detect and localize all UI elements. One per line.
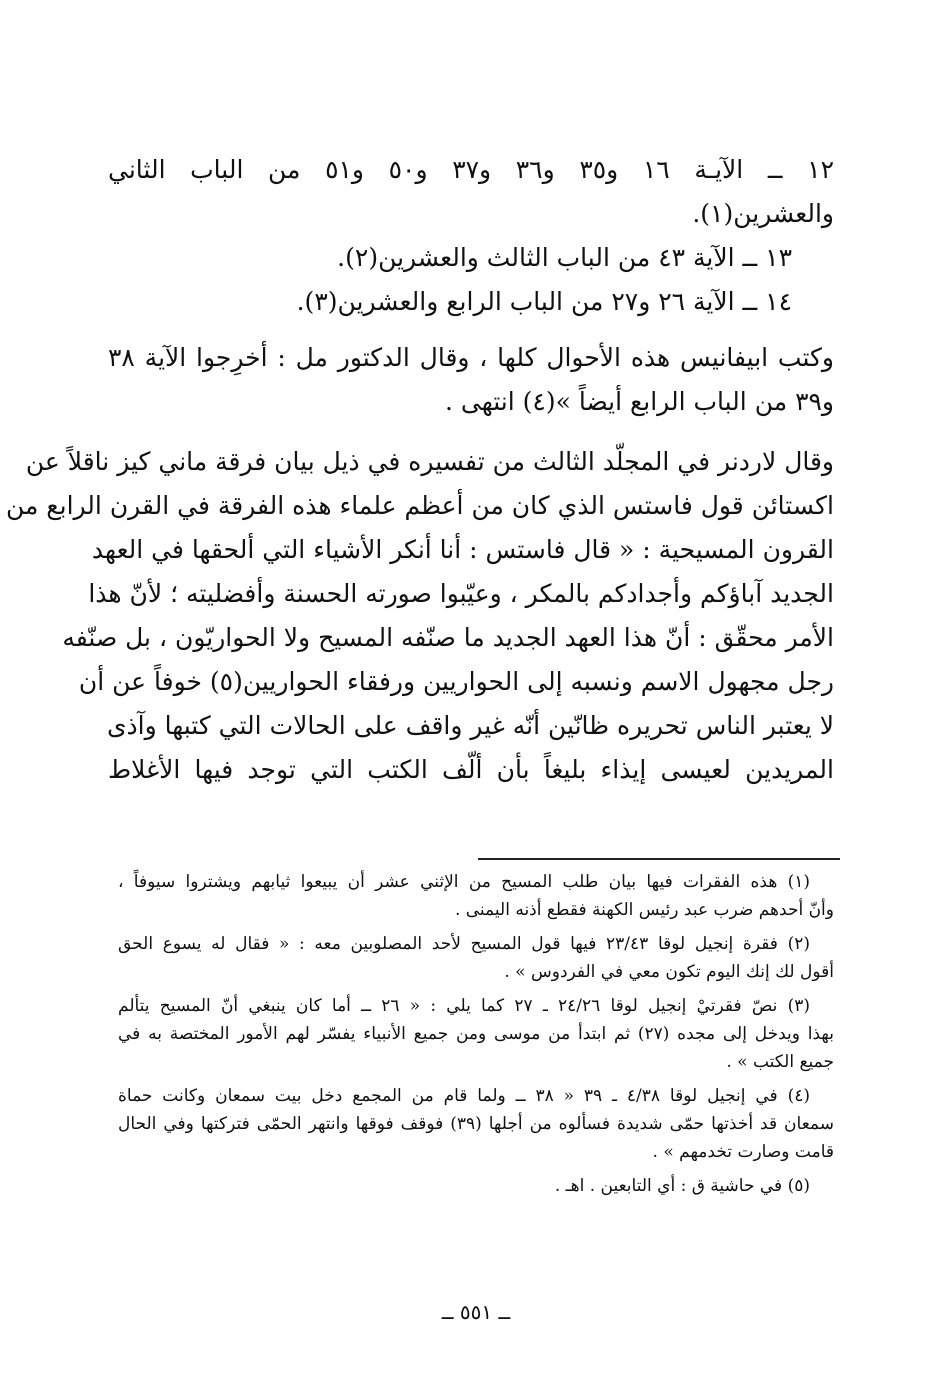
footnote-line: (١) هذه الفقرات فيها بيان طلب المسيح من الإثني عشر أن يبيعوا ثيابهم ويشتروا سيوفاً ، — [118, 872, 810, 892]
footnote-line: (٥) في حاشية ق : أي التابعين . اهـ . — [554, 1176, 810, 1196]
footnote-line: سمعان قد أخذتها حمّى شديدة فسألوه من أجلها (٣٩) فوقف فوقها وانتهر الحمّى فتركتها وفي الحال — [118, 1114, 834, 1134]
footnote-line: أقول لك إنك اليوم تكون معي في الفردوس » . — [504, 962, 834, 982]
footnote-line: بهذا ويدخل إلى مجده (٢٧) ثم ابتدأ من موسى ومن جميع الأنبياء يفسّر لهم الأمور المختصة به في — [118, 1024, 834, 1044]
footnote-4 — [118, 1082, 834, 1166]
page-number: ــ ٥٥١ ــ — [441, 1300, 511, 1324]
text-line: اكستائن قول فاستس الذي كان من أعظم علماء هذه الفرقة في القرن الرابع من — [5, 491, 834, 520]
footnote-1 — [118, 868, 834, 924]
text-line: رجل مجهول الاسم ونسبه إلى الحواريين ورفقاء الحواريين(٥) خوفاً عن أن — [78, 667, 834, 696]
text-line: المريدين لعيسى إيذاء بليغاً بأن ألّف الكتب التي توجد فيها الأغلاط — [108, 755, 834, 784]
footnote-separator — [478, 858, 840, 860]
text-line: ١٤ ــ الآية ٢٦ و٢٧ من الباب الرابع والعشرين(٣). — [296, 287, 792, 316]
footnote-line: (٣) نصّ فقرتيْ إنجيل لوقا ٢٤/٢٦ ـ ٢٧ كما يلي : « ٢٦ ــ أما كان ينبغي أنّ المسيح يتألم — [118, 996, 810, 1016]
text-line: ١٣ ــ الآية ٤٣ من الباب الثالث والعشرين(٢). — [337, 243, 792, 272]
footnote-line: وأنّ أحدهم ضرب عبد رئيس الكهنة فقطع أذنه اليمنى . — [454, 900, 834, 920]
footnote-3 — [118, 992, 834, 1076]
text-line: وقال لاردنر في المجلّد الثالث من تفسيره في ذيل بيان فرقة ماني كيز ناقلاً عن — [25, 447, 834, 476]
text-line: ١٢ ــ الآيـة ١٦ و٣٥ و٣٦ و٣٧ و٥٠ و٥١ من الباب الثاني — [108, 155, 834, 184]
footnote-5 — [118, 1172, 834, 1200]
text-line: الجديد آباؤكم وأجدادكم بالمكر ، وعيّبوا صورته الحسنة وأفضليته ؛ لأنّ هذا — [88, 579, 834, 608]
text-line: وكتب ابيفانيس هذه الأحوال كلها ، وقال الدكتور مل : أخرِجوا الآية ٣٨ — [108, 343, 834, 372]
text-line: والعشرين(١). — [692, 199, 834, 228]
footnote-line: جميع الكتب » . — [726, 1052, 834, 1072]
footnote-line: قامت وصارت تخدمهم » . — [652, 1142, 834, 1162]
footnote-2 — [118, 930, 834, 986]
text-line: و٣٩ من الباب الرابع أيضاً »(٤) انتهى . — [444, 387, 834, 416]
text-line: لا يعتبر الناس تحريره ظانّين أنّه غير واقف على الحالات التي كتبها وآذى — [106, 711, 834, 740]
main-text — [5, 148, 834, 792]
footnote-line: (٢) فقرة إنجيل لوقا ٢٣/٤٣ فيها قول المسيح لأحد المصلوبين معه : « فقال له يسوع الحق — [118, 934, 810, 954]
footnote-line: (٤) في إنجيل لوقا ٤/٣٨ ـ ٣٩ « ٣٨ ــ ولما قام من المجمع دخل بيت سمعان وكانت حماة — [118, 1086, 810, 1106]
text-line: الأمر محقّق : أنّ هذا العهد الجديد ما صنّفه المسيح ولا الحواريّون ، بل صنّفه — [62, 623, 834, 652]
text-line: القرون المسيحية : « قال فاستس : أنا أنكر الأشياء التي ألحقها في العهد — [91, 535, 834, 564]
footnotes — [118, 868, 834, 1200]
